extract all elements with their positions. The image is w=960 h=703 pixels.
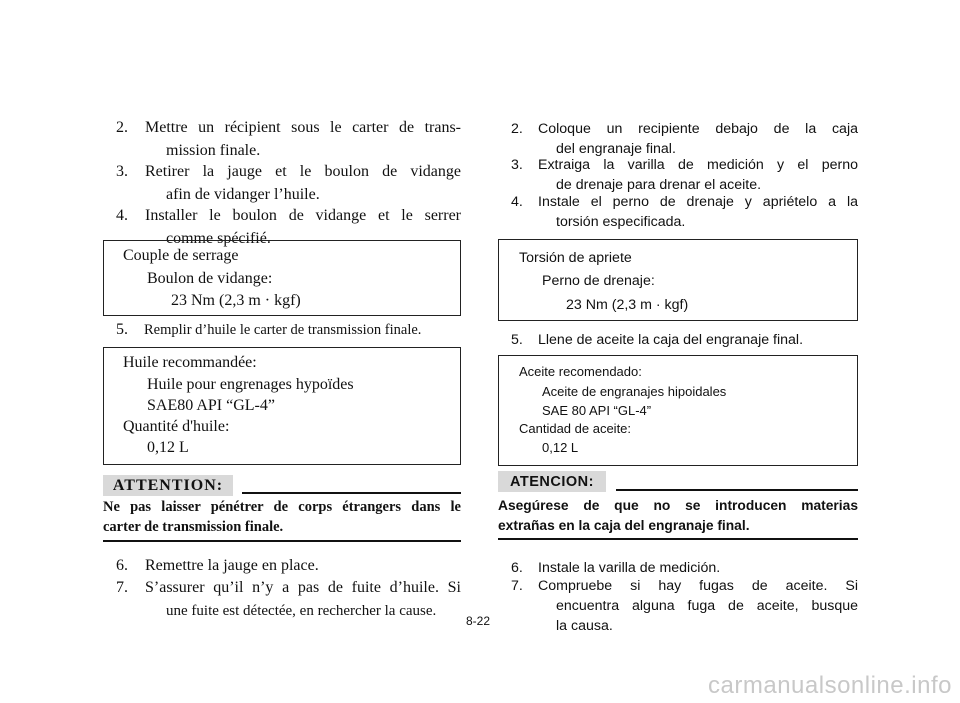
fr-warning-header: [103, 475, 461, 497]
warning-label: ATENCION:: [498, 471, 606, 492]
step-text: Compruebe si hay fugas de aceite. Si: [538, 578, 858, 594]
step-text: Remplir d’huile le carter de transmission finale.: [144, 322, 422, 338]
warning-line: Asegúrese de que no se introducen materias: [498, 498, 858, 513]
es-warning-end-rule: [498, 538, 858, 540]
torque-value: 23 Nm (2,3 m · kgf): [566, 297, 689, 313]
step-number: 3.: [116, 163, 128, 180]
torque-title: Couple de serrage: [123, 247, 239, 264]
oil-qty-label: Quantité d'huile:: [123, 418, 230, 435]
step-text-cont: torsión especificada.: [556, 214, 686, 230]
oil-title: Huile recommandée:: [123, 354, 257, 371]
step-number: 4.: [116, 207, 128, 224]
torque-title: Torsión de apriete: [519, 250, 632, 266]
oil-qty: 0,12 L: [542, 440, 579, 455]
page-number: 8-22: [466, 614, 491, 628]
step-number: 6.: [511, 560, 523, 576]
step-number: 5.: [511, 332, 523, 348]
es-torque-box: [498, 239, 858, 321]
step-text-cont: mission finale.: [166, 141, 261, 159]
step-text-cont: del engranaje final.: [556, 141, 676, 157]
fr-warning-text: [103, 497, 461, 537]
step-text: Installer le boulon de vidange et le serrer: [145, 207, 461, 224]
step-text: Llene de aceite la caja del engranaje final.: [538, 332, 804, 348]
warning-label: ATTENTION:: [103, 475, 233, 496]
oil-type: Aceite de engranajes hipoidales: [542, 384, 727, 399]
step-text: Extraiga la varilla de medición y el perno: [538, 157, 858, 173]
oil-title: Aceite recomendado:: [519, 364, 642, 379]
step-number: 2.: [511, 121, 523, 137]
torque-value: 23 Nm (2,3 m · kgf): [171, 292, 301, 309]
warning-rule: [616, 489, 858, 491]
oil-grade: SAE 80 API “GL-4”: [542, 403, 652, 418]
step-text: Retirer la jauge et le boulon de vidange: [145, 163, 461, 180]
step-number: 4.: [511, 194, 523, 210]
warning-rule: [242, 492, 461, 494]
step-text: Remettre la jauge en place.: [145, 557, 319, 574]
fr-oil-box: [103, 347, 461, 465]
oil-qty: 0,12 L: [147, 439, 189, 456]
step-text: Mettre un récipient sous le carter de trans-: [145, 119, 461, 136]
es-oil-box: [498, 355, 858, 466]
es-warning-text: [498, 496, 858, 536]
oil-qty-label: Cantidad de aceite:: [519, 421, 632, 436]
step-text: Coloque un recipiente debajo de la caja: [538, 121, 858, 137]
step-number: 5.: [116, 321, 128, 338]
step-text-cont: une fuite est détectée, en rechercher la cause.: [166, 602, 437, 619]
step-text: Instale la varilla de medición.: [538, 560, 721, 576]
oil-grade: SAE80 API “GL-4”: [147, 397, 275, 414]
torque-item: Perno de drenaje:: [542, 273, 655, 289]
step-text: Instale el perno de drenaje y apriételo a la: [538, 194, 858, 210]
step-text: S’assurer qu’il n’y a pas de fuite d’huile. Si: [145, 579, 461, 596]
warning-line: extrañas en la caja del engranaje final.: [498, 518, 750, 533]
step-number: 6.: [116, 557, 128, 574]
fr-torque-box: [103, 240, 461, 316]
oil-type: Huile pour engrenages hypoïdes: [147, 376, 354, 393]
fr-warning-end-rule: [103, 540, 461, 542]
step-number: 7.: [511, 578, 523, 594]
step-text-cont: la causa.: [556, 618, 613, 634]
step-text-cont: comme spécifié.: [166, 229, 271, 247]
step-text-cont: de drenaje para drenar el aceite.: [556, 177, 762, 193]
step-number: 3.: [511, 157, 523, 173]
warning-line: Ne pas laisser pénétrer de corps étrangers dans le: [103, 499, 461, 515]
step-number: 7.: [116, 579, 128, 596]
step-text-cont: afin de vidanger l’huile.: [166, 185, 320, 203]
torque-item: Boulon de vidange:: [147, 270, 273, 287]
watermark: carmanualsonline.info: [708, 672, 952, 699]
es-warning-header: [498, 471, 858, 493]
step-number: 2.: [116, 119, 128, 136]
warning-line: carter de transmission finale.: [103, 519, 284, 535]
step-text-cont: encuentra alguna fuga de aceite, busque: [556, 598, 858, 614]
